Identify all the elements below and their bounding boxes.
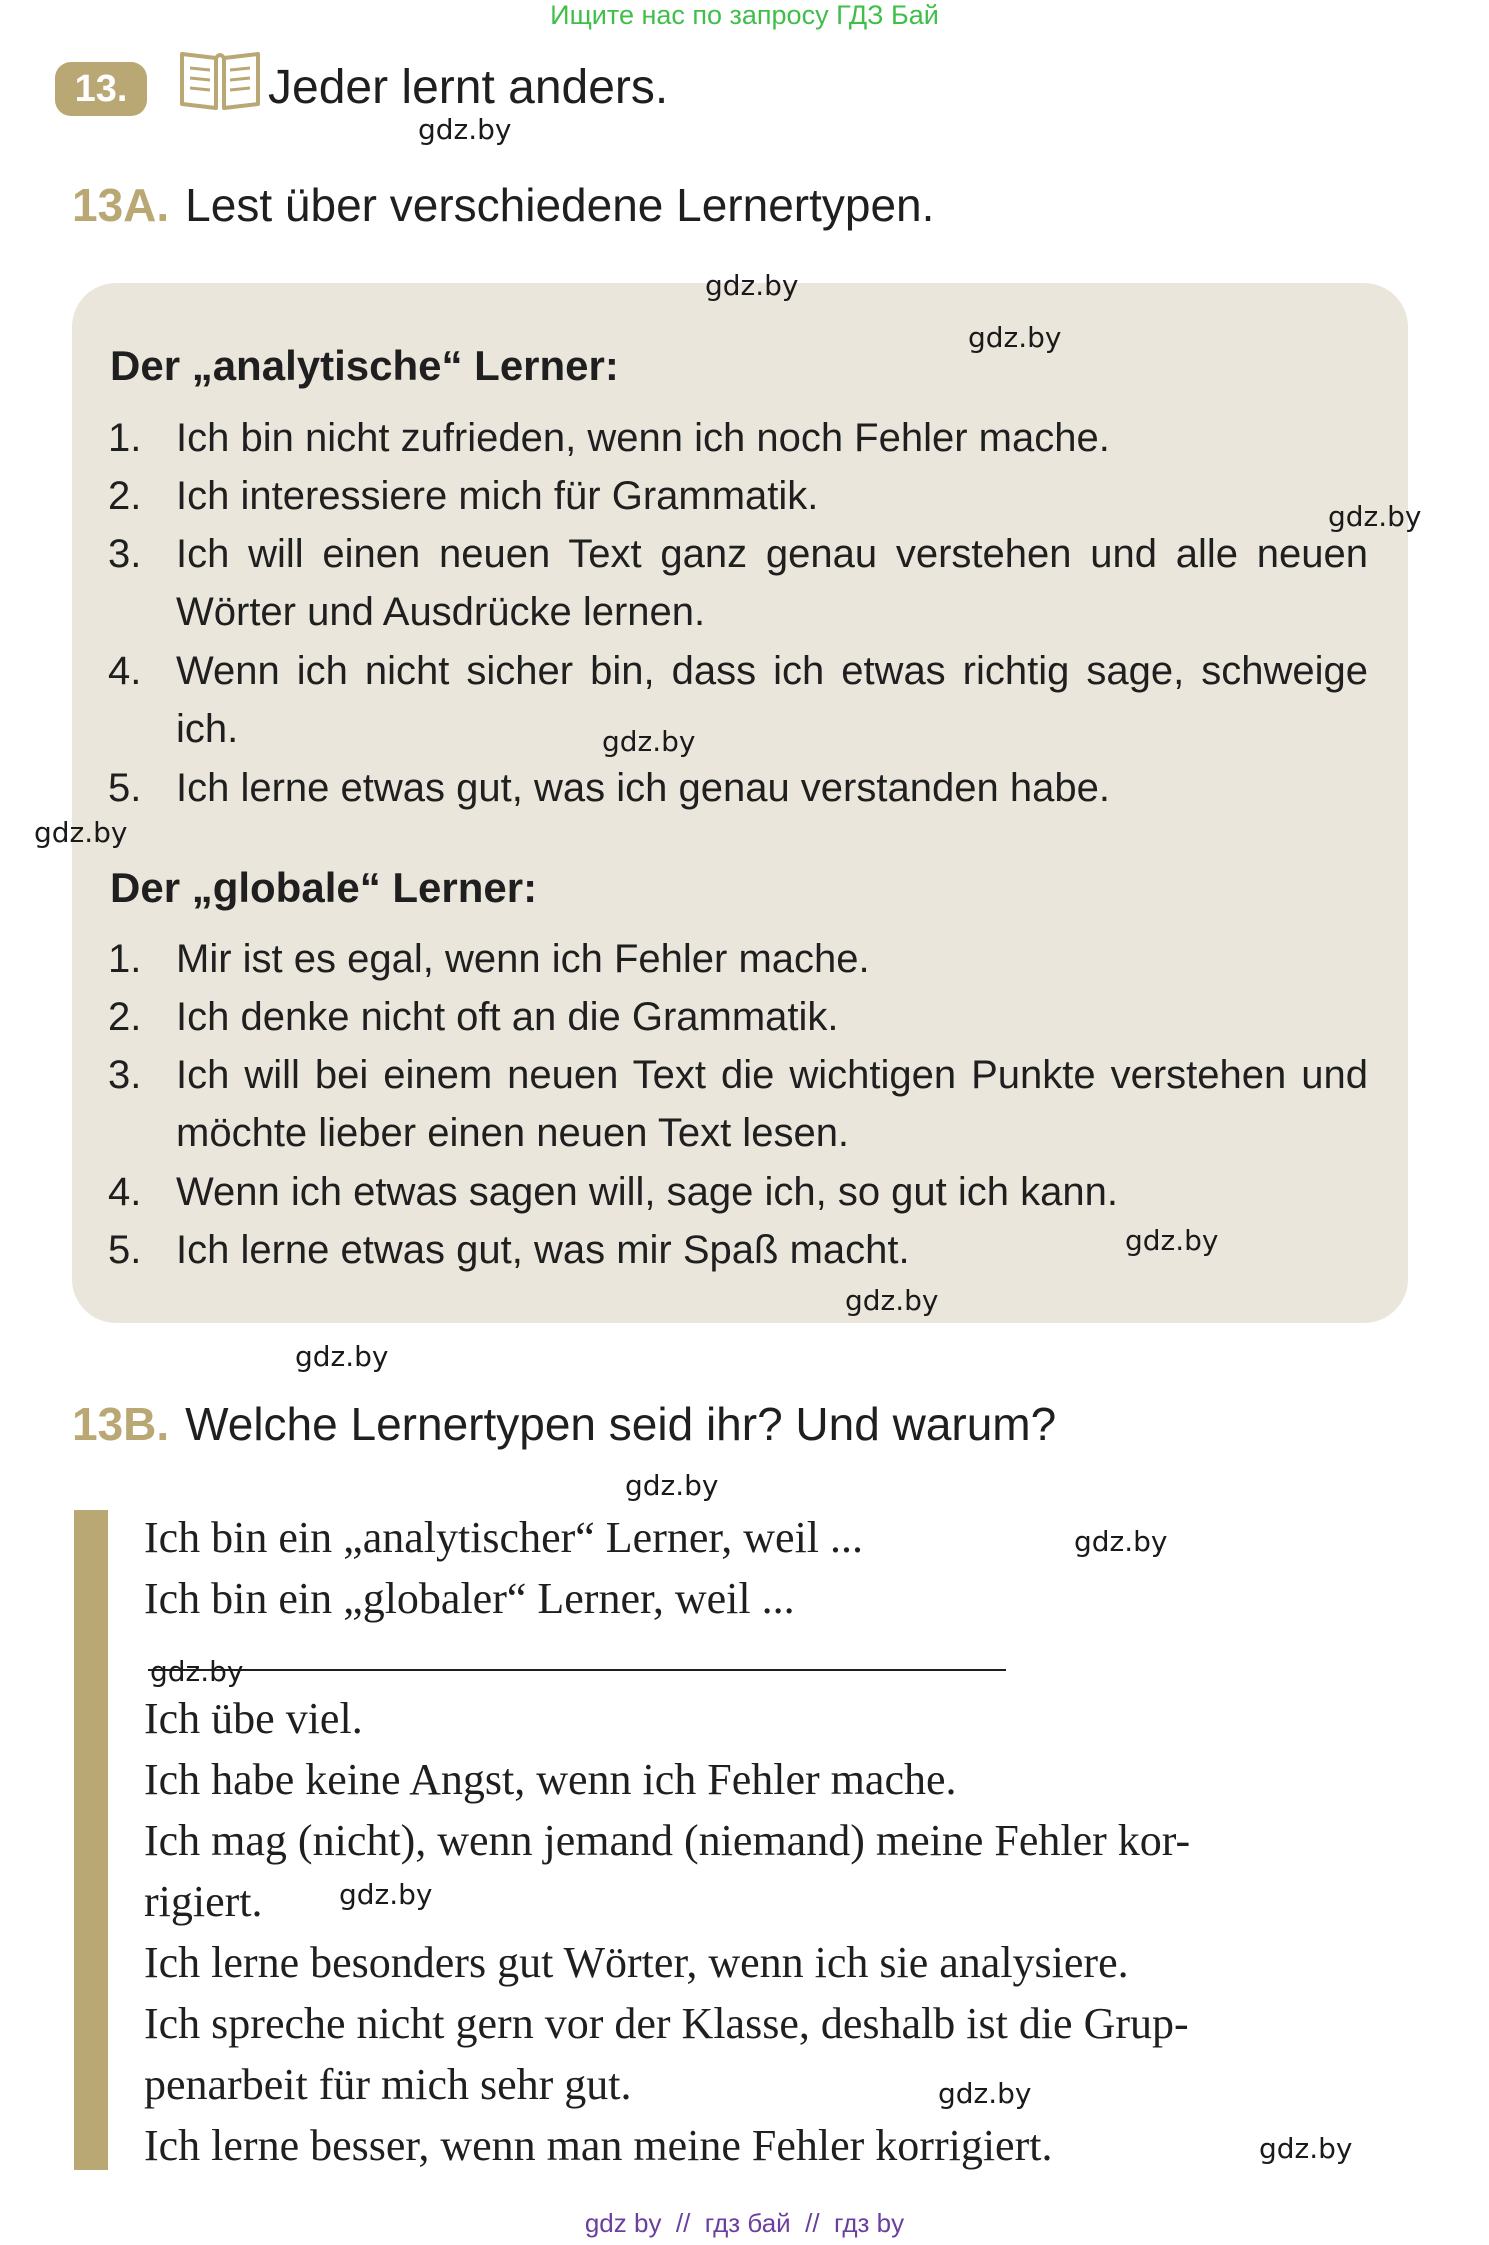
item-number: 4. xyxy=(108,649,142,693)
section-b-title: Welche Lernertypen seid ihr? Und warum? xyxy=(185,1398,1057,1450)
item-text: Ich will einen neuen Text ganz genau verstehen und alle neuen Wörter und Ausdrücke lernen. xyxy=(176,532,1368,634)
top-banner: Ищите нас по запросу ГДЗ Бай xyxy=(550,0,939,30)
watermark: gdz.by xyxy=(34,816,128,849)
section-b-number: 13B. xyxy=(72,1398,170,1450)
section-a-title: Lest über verschiedene Lernertypen. xyxy=(185,179,935,231)
reason-phrase: Ich lerne besonders gut Wörter, wenn ich sie analysiere. xyxy=(144,1938,1129,1987)
item-number: 2. xyxy=(108,995,142,1039)
watermark: gdz.by xyxy=(1074,1525,1168,1558)
global-learner-heading: Der „globale“ Lerner: xyxy=(110,864,538,911)
reason-phrase: Ich habe keine Angst, wenn ich Fehler mache. xyxy=(144,1755,957,1804)
open-book-icon xyxy=(178,46,262,112)
watermark: gdz.by xyxy=(150,1655,244,1688)
global-item xyxy=(108,988,1368,1046)
watermark: gdz.by xyxy=(705,269,799,302)
reason-phrase: penarbeit für mich sehr gut. xyxy=(144,2060,632,2109)
section-a-heading xyxy=(72,177,934,233)
item-text: Ich will bei einem neuen Text die wichtigen Punkte verstehen und möchte lieber einen neuen Text lesen. xyxy=(176,1053,1368,1155)
task-number-badge: 13. xyxy=(55,62,147,116)
watermark: gdz.by xyxy=(418,113,512,146)
watermark: gdz.by xyxy=(295,1340,389,1373)
item-text: Ich lerne etwas gut, was ich genau verstanden habe. xyxy=(176,766,1110,810)
item-text: Ich denke nicht oft an die Grammatik. xyxy=(176,995,839,1039)
global-item xyxy=(108,930,1368,988)
item-text: Ich bin nicht zufrieden, wenn ich noch Fehler mache. xyxy=(176,416,1110,460)
analytic-learner-heading: Der „analytische“ Lerner: xyxy=(110,342,619,389)
reason-phrase: Ich mag (nicht), wenn jemand (niemand) meine Fehler kor- xyxy=(144,1816,1191,1865)
sentence-starter: Ich bin ein „globaler“ Lerner, weil ... xyxy=(144,1574,795,1623)
item-number: 4. xyxy=(108,1170,142,1214)
sentence-starter: Ich bin ein „analytischer“ Lerner, weil ... xyxy=(144,1513,864,1562)
item-text: Wenn ich etwas sagen will, sage ich, so gut ich kann. xyxy=(176,1170,1118,1214)
analytic-item xyxy=(108,409,1368,467)
task-title: Jeder lernt anders. xyxy=(268,61,669,114)
item-number: 3. xyxy=(108,1053,142,1097)
reason-phrase: Ich lerne besser, wenn man meine Fehler korrigiert. xyxy=(144,2121,1053,2170)
divider-line xyxy=(148,1669,1006,1671)
item-text: Wenn ich nicht sicher bin, dass ich etwas richtig sage, schweige ich. xyxy=(176,649,1368,751)
item-number: 1. xyxy=(108,937,142,981)
watermark: gdz.by xyxy=(968,321,1062,354)
watermark: gdz.by xyxy=(1125,1224,1219,1257)
item-text: Ich lerne etwas gut, was mir Spaß macht. xyxy=(176,1228,910,1272)
section-b-heading xyxy=(72,1396,1056,1452)
item-number: 1. xyxy=(108,416,142,460)
analytic-item xyxy=(108,759,1368,817)
analytic-item xyxy=(108,642,1368,758)
item-number: 2. xyxy=(108,474,142,518)
item-number: 5. xyxy=(108,1228,142,1272)
global-item xyxy=(108,1046,1368,1162)
item-number: 3. xyxy=(108,532,142,576)
accent-bar xyxy=(74,1510,108,2170)
item-number: 5. xyxy=(108,766,142,810)
reason-phrase: Ich übe viel. xyxy=(144,1694,363,1743)
watermark: gdz.by xyxy=(1328,500,1422,533)
item-text: Mir ist es egal, wenn ich Fehler mache. xyxy=(176,937,870,981)
watermark: gdz.by xyxy=(602,725,696,758)
item-text: Ich interessiere mich für Grammatik. xyxy=(176,474,819,518)
global-item xyxy=(108,1163,1368,1221)
analytic-item xyxy=(108,467,1368,525)
reason-phrase: Ich spreche nicht gern vor der Klasse, deshalb ist die Grup- xyxy=(144,1999,1189,2048)
footer-links: gdz by // гдз бай // гдз by xyxy=(584,2208,905,2238)
watermark: gdz.by xyxy=(938,2077,1032,2110)
analytic-item xyxy=(108,525,1368,641)
watermark: gdz.by xyxy=(625,1469,719,1502)
watermark: gdz.by xyxy=(1259,2132,1353,2165)
watermark: gdz.by xyxy=(845,1284,939,1317)
reason-phrase: rigiert. xyxy=(144,1877,263,1926)
watermark: gdz.by xyxy=(339,1878,433,1911)
section-a-number: 13A. xyxy=(72,179,170,231)
